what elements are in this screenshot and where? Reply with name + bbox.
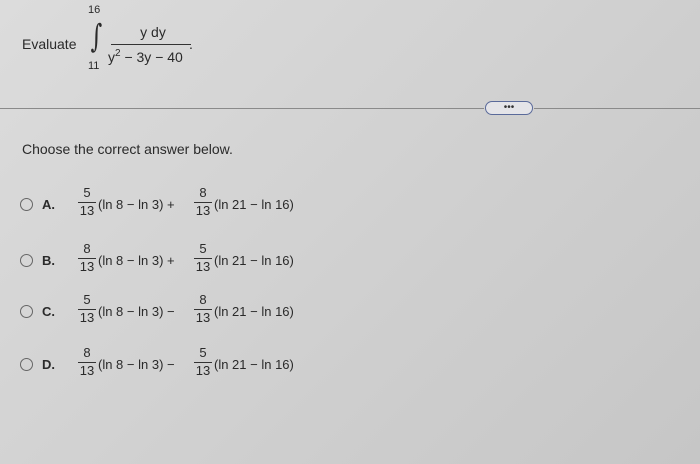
term-1: (ln 8 − ln 3) − [98, 357, 175, 372]
term-1: (ln 8 − ln 3) + [98, 197, 175, 212]
fraction-1-denominator: 13 [79, 203, 95, 218]
fraction-2 [194, 293, 212, 325]
integrand-denominator [108, 49, 194, 65]
term-1: (ln 8 − ln 3) + [98, 253, 175, 268]
fraction-2-denominator: 13 [195, 203, 211, 218]
radio-button[interactable] [20, 254, 33, 267]
fraction-2-numerator: 8 [199, 292, 207, 307]
option-letter: A. [42, 197, 55, 212]
fraction-1 [78, 346, 96, 378]
fraction-2-denominator: 13 [195, 310, 211, 325]
integrand-fraction-bar [111, 44, 191, 45]
option-a[interactable] [20, 185, 340, 224]
term-2: (ln 21 − ln 16) [214, 304, 294, 319]
fraction-2 [194, 346, 212, 378]
integral-lower-limit: 11 [88, 60, 100, 72]
denominator-rest: − 3y − 40 [120, 49, 183, 65]
fraction-1-numerator: 5 [83, 185, 91, 200]
denominator-exponent: 2 [115, 48, 121, 59]
fraction-1-denominator: 13 [79, 310, 95, 325]
fraction-1-numerator: 8 [83, 345, 91, 360]
term-2: (ln 21 − ln 16) [214, 253, 294, 268]
fraction-2-numerator: 8 [199, 185, 207, 200]
fraction-1-denominator: 13 [79, 259, 95, 274]
integral-upper-limit: 16 [88, 4, 101, 16]
option-d[interactable] [20, 345, 340, 384]
instruction-text: Choose the correct answer below. [22, 141, 233, 157]
fraction-2-denominator: 13 [195, 363, 211, 378]
section-divider-right [534, 108, 700, 109]
term-2: (ln 21 − ln 16) [214, 197, 294, 212]
fraction-2 [194, 186, 212, 218]
more-button[interactable]: ••• [485, 101, 533, 115]
term-1: (ln 8 − ln 3) − [98, 304, 175, 319]
denominator-base: y [108, 49, 115, 65]
fraction-1 [78, 293, 96, 325]
option-letter: C. [42, 304, 55, 319]
term-2: (ln 21 − ln 16) [214, 357, 294, 372]
fraction-2 [194, 242, 212, 274]
fraction-1 [78, 186, 96, 218]
section-divider [0, 108, 484, 109]
fraction-1-numerator: 5 [83, 292, 91, 307]
fraction-1-denominator: 13 [79, 363, 95, 378]
fraction-2-numerator: 5 [199, 345, 207, 360]
evaluate-label: Evaluate [22, 36, 77, 52]
integrand-numerator: y dy [140, 24, 166, 40]
option-letter: B. [42, 253, 55, 268]
fraction-2-denominator: 13 [195, 259, 211, 274]
integral-sign: ∫ [90, 17, 103, 55]
fraction-2-numerator: 5 [199, 241, 207, 256]
radio-button[interactable] [20, 198, 33, 211]
radio-button[interactable] [20, 358, 33, 371]
radio-button[interactable] [20, 305, 33, 318]
fraction-1-numerator: 8 [83, 241, 91, 256]
option-letter: D. [42, 357, 55, 372]
option-c[interactable] [20, 292, 340, 331]
fraction-1 [78, 242, 96, 274]
option-b[interactable] [20, 241, 340, 280]
question-period: . [189, 36, 193, 52]
